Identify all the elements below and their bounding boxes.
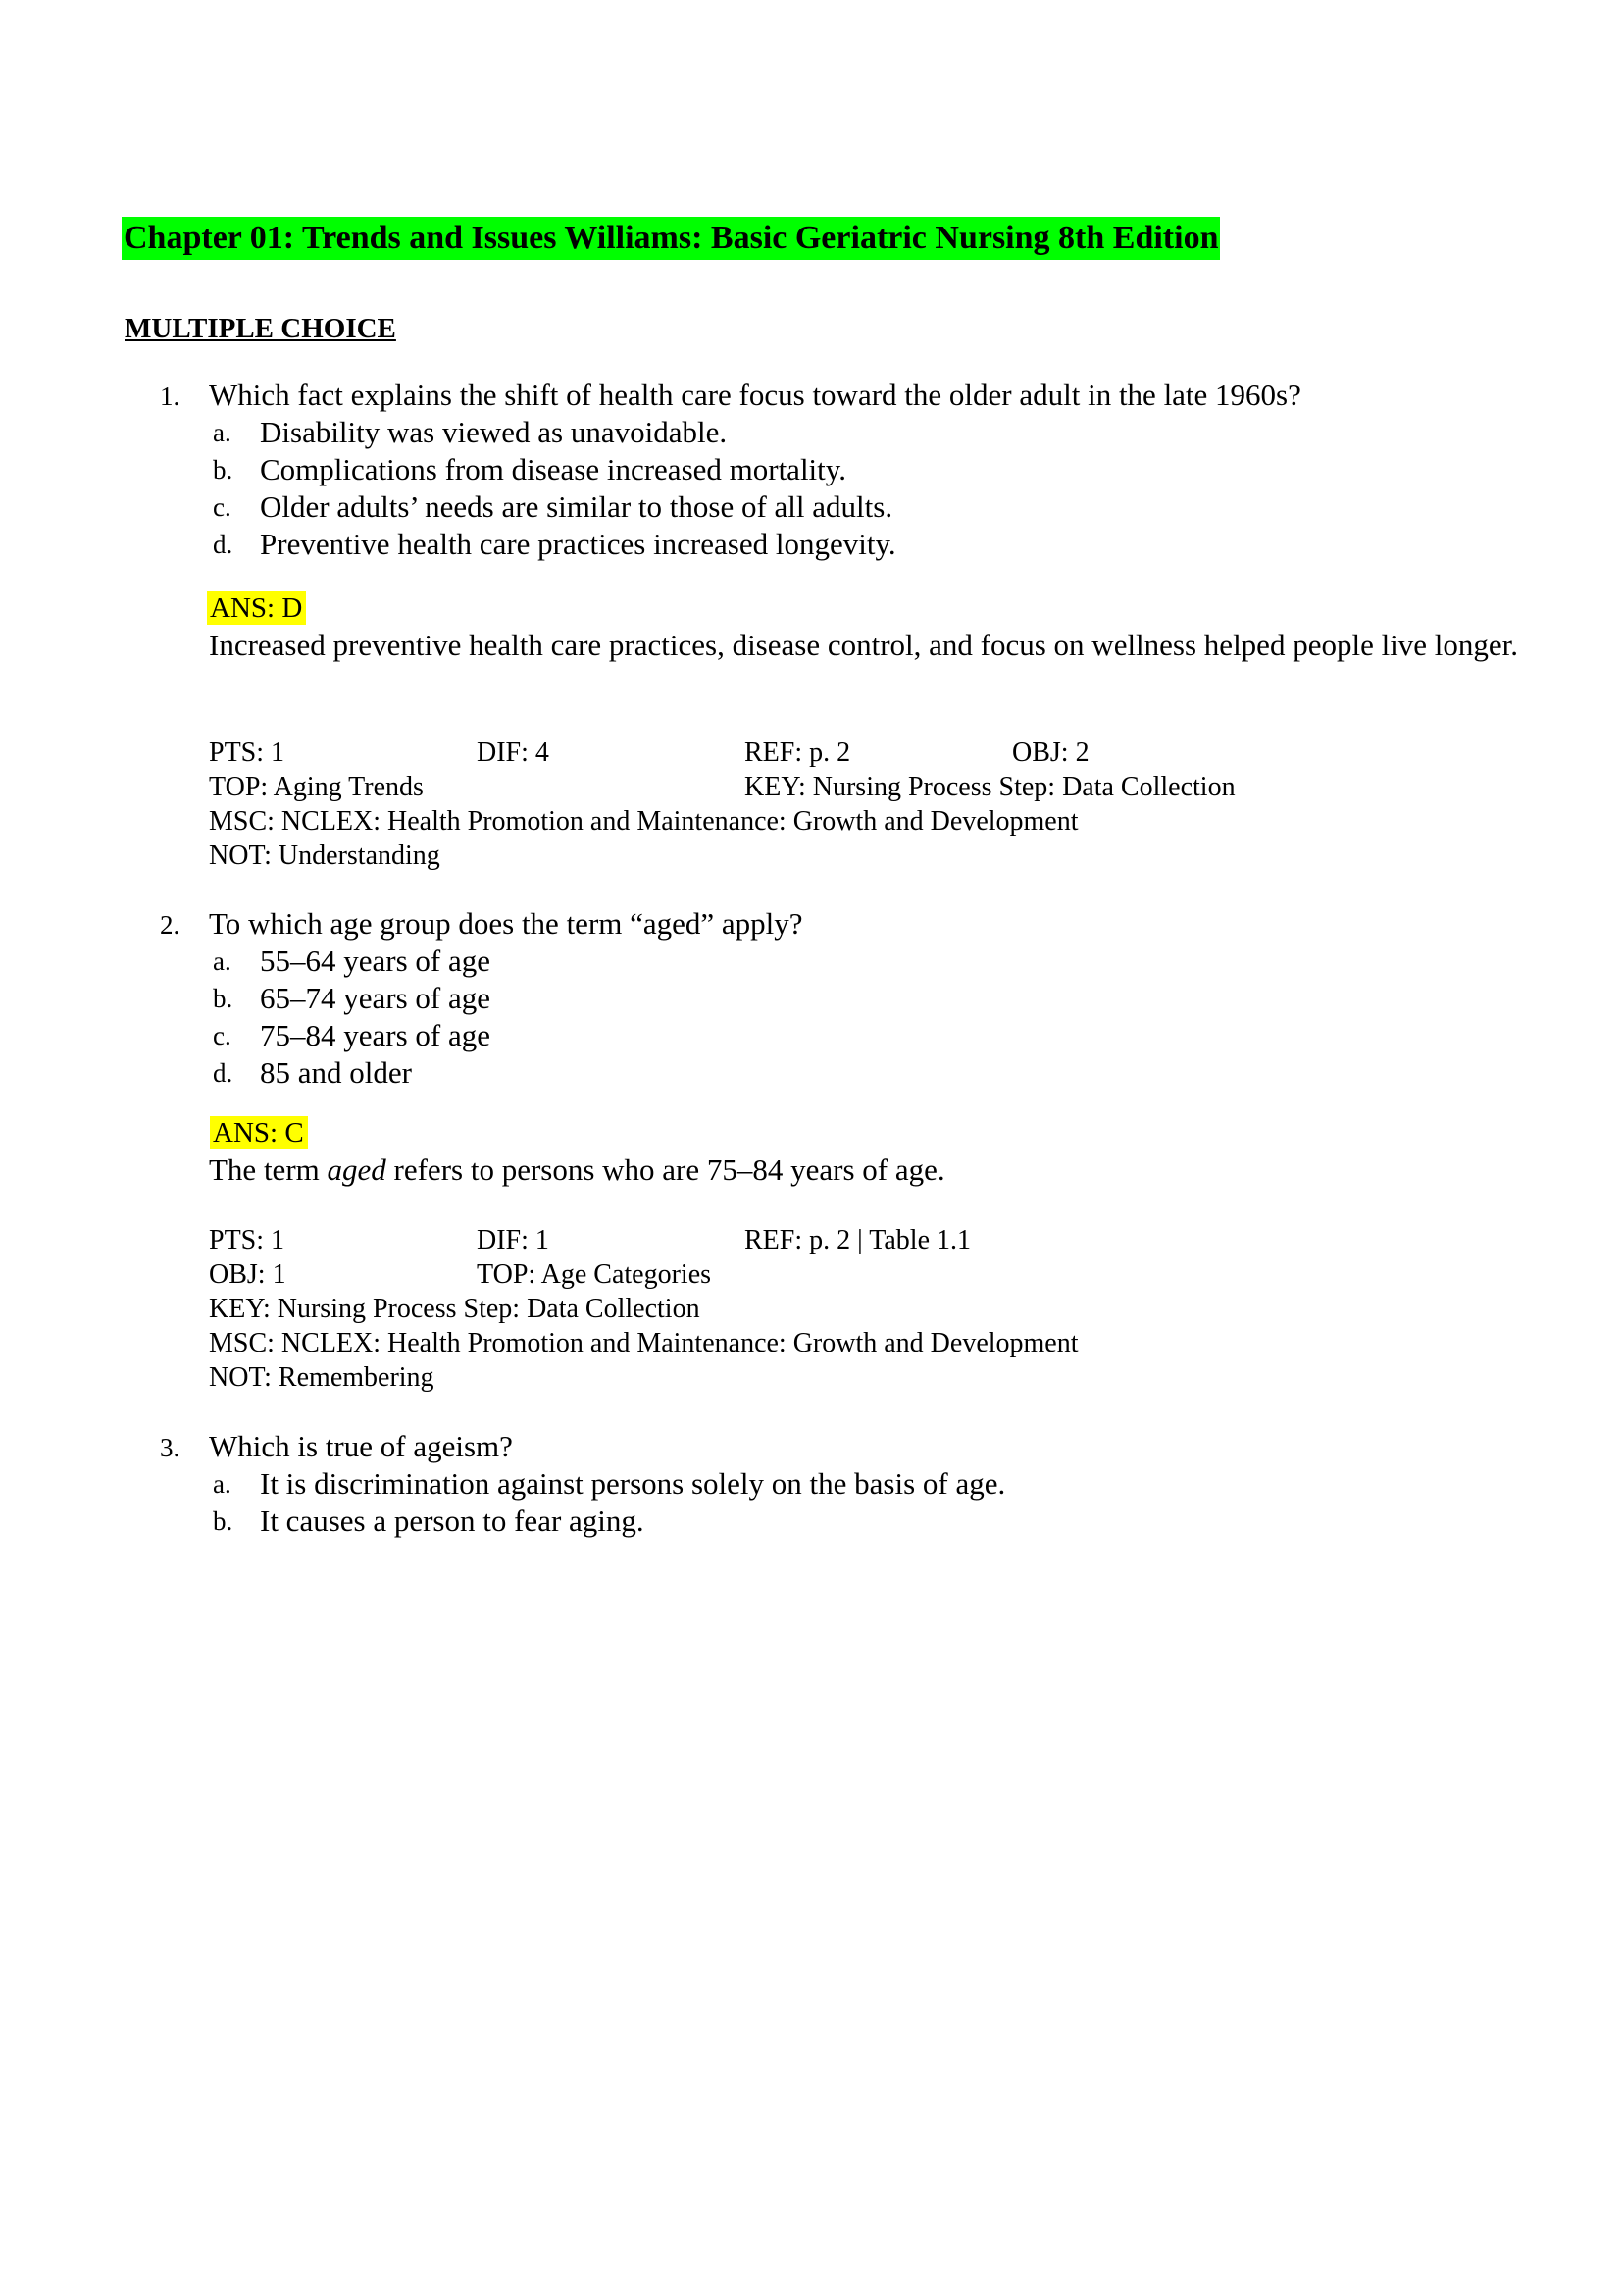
answer-badge: ANS: D <box>207 591 306 625</box>
option-text: It causes a person to fear aging. <box>260 1504 644 1538</box>
option-letter: d. <box>213 530 233 559</box>
meta-obj: OBJ: 2 <box>1012 738 1090 768</box>
option-text: Older adults’ needs are similar to those of all adults. <box>260 489 893 524</box>
meta-pts: PTS: 1 <box>209 738 285 768</box>
option-letter: b. <box>213 1506 233 1536</box>
meta-not: NOT: Understanding <box>209 841 440 871</box>
question-number: 3. <box>160 1433 180 1462</box>
meta-dif: DIF: 4 <box>477 738 549 768</box>
section-heading: MULTIPLE CHOICE <box>125 313 396 344</box>
question-stem: Which fact explains the shift of health care focus toward the older adult in the late 1960s? <box>209 378 1301 412</box>
meta-msc: MSC: NCLEX: Health Promotion and Maintenance: Growth and Development <box>209 806 1079 837</box>
option-text: Complications from disease increased mortality. <box>260 452 847 486</box>
meta-msc: MSC: NCLEX: Health Promotion and Maintenance: Growth and Development <box>209 1328 1079 1358</box>
option-letter: d. <box>213 1058 233 1088</box>
rationale <box>209 1151 1523 1189</box>
option-letter: b. <box>213 984 233 1013</box>
option-letter: a. <box>213 1469 231 1499</box>
option-letter: c. <box>213 492 231 522</box>
option-text: 75–84 years of age <box>260 1018 490 1052</box>
meta-top: TOP: Aging Trends <box>209 772 424 802</box>
option-text: It is discrimination against persons solely on the basis of age. <box>260 1466 1006 1501</box>
option-text: Preventive health care practices increased longevity. <box>260 527 896 561</box>
rationale-text: refers to persons who are 75–84 years of age. <box>385 1152 945 1187</box>
option-text: Disability was viewed as unavoidable. <box>260 415 728 449</box>
meta-ref: REF: p. 2 | Table 1.1 <box>744 1225 972 1255</box>
meta-ref: REF: p. 2 <box>744 738 851 768</box>
option-text: 65–74 years of age <box>260 981 490 1015</box>
meta-top: TOP: Age Categories <box>477 1259 712 1290</box>
option-letter: b. <box>213 455 233 484</box>
meta-obj: OBJ: 1 <box>209 1259 286 1290</box>
rationale: Increased preventive health care practices, disease control, and focus on wellness helped people live longer. <box>209 628 1519 662</box>
question-stem: Which is true of ageism? <box>209 1429 513 1463</box>
answer-badge: ANS: C <box>210 1116 308 1149</box>
rationale-text: The term <box>209 1152 328 1187</box>
meta-key: KEY: Nursing Process Step: Data Collection <box>744 772 1236 802</box>
question-number: 2. <box>160 910 180 940</box>
option-text: 55–64 years of age <box>260 944 490 978</box>
question-number: 1. <box>160 382 180 411</box>
meta-dif: DIF: 1 <box>477 1225 549 1255</box>
meta-key: KEY: Nursing Process Step: Data Collection <box>209 1294 700 1324</box>
rationale-emphasis: aged <box>327 1152 386 1187</box>
option-letter: a. <box>213 418 231 447</box>
meta-not: NOT: Remembering <box>209 1362 434 1393</box>
option-letter: a. <box>213 946 231 976</box>
question-stem: To which age group does the term “aged” apply? <box>209 906 803 941</box>
option-text: 85 and older <box>260 1055 412 1090</box>
chapter-title: Chapter 01: Trends and Issues Williams: Basic Geriatric Nursing 8th Edition <box>122 217 1220 260</box>
meta-pts: PTS: 1 <box>209 1225 285 1255</box>
option-letter: c. <box>213 1021 231 1050</box>
